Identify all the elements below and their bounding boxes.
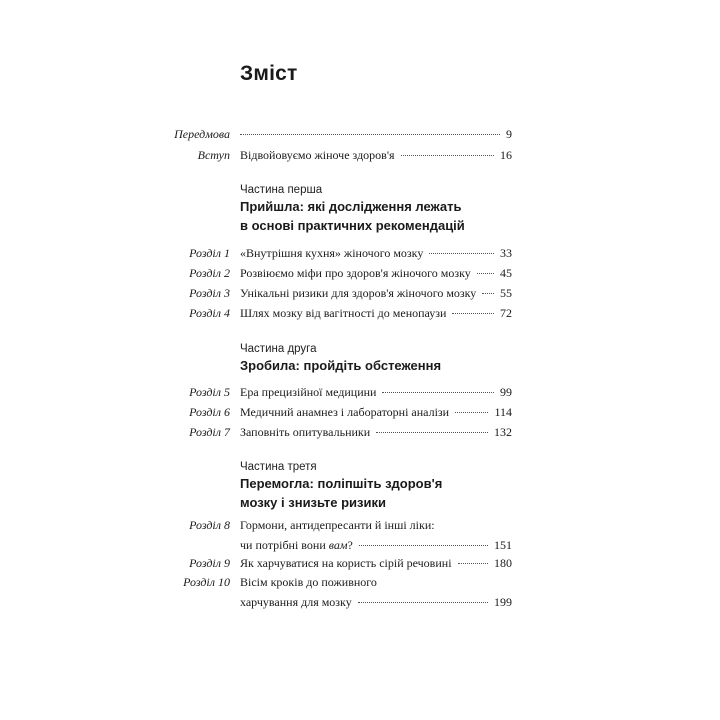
page-number: 114 [494,405,512,419]
part-kicker: Частина друга [240,343,317,355]
dot-leader [359,544,488,546]
page-number: 180 [494,556,512,570]
part-title-line: Прийшла: які дослідження лежать [240,199,462,214]
entry-title-line: Вісім кроків до поживного [240,575,377,589]
toc-entry[interactable] [0,124,720,144]
part-title [240,197,540,235]
entry-label: Розділ 3 [189,286,230,300]
entry-title: «Внутрішня кухня» жіночого мозку [240,246,424,260]
toc-entry[interactable] [0,263,720,283]
entry-title: Як харчуватися на користь сірій речовині [240,556,452,570]
entry-title-part: чи потрібні вони [240,538,329,552]
dot-leader [477,272,494,274]
page-number: 55 [500,286,512,300]
toc-entry[interactable] [0,572,720,612]
entry-label: Розділ 10 [183,575,230,589]
entry-label: Розділ 1 [189,246,230,260]
dot-leader [358,601,488,603]
dot-leader [458,562,488,564]
entry-title: Відвойовуємо жіноче здоров'я [240,148,395,162]
entry-title: Розвіюємо міфи про здоров'я жіночого мозку [240,266,471,280]
entry-title-part: ? [347,538,353,552]
entry-title: Унікальні ризики для здоров'я жіночого мозку [240,286,477,300]
part-title-line: в основі практичних рекомендацій [240,218,465,233]
toc-entry[interactable] [0,145,720,165]
page-number: 99 [500,385,512,399]
page-number: 45 [500,266,512,280]
dot-leader [452,312,494,314]
dot-leader [401,154,494,156]
part-kicker: Частина перша [240,184,323,196]
part-title-line: Зробила: пройдіть обстеження [240,358,442,373]
page-number: 199 [494,595,512,609]
entry-label: Розділ 9 [189,556,230,570]
page-number: 72 [500,306,512,320]
page-title: Зміст [240,62,298,85]
toc-entry[interactable] [0,553,720,573]
part-title-line: мозку і знизьте ризики [240,495,386,510]
dot-leader [455,411,488,413]
part-title-line: Перемогла: поліпшіть здоров'я [240,476,443,491]
entry-label: Розділ 4 [189,306,230,320]
entry-title: Шлях мозку від вагітності до менопаузи [240,306,447,320]
page-number: 33 [500,246,512,260]
toc-entry[interactable] [0,283,720,303]
entry-label: Розділ 6 [189,405,230,419]
entry-title-emphasis: вам [328,538,348,552]
part-kicker: Частина третя [240,461,317,473]
entry-label: Розділ 5 [189,385,230,399]
toc-entry[interactable] [0,402,720,422]
page-number: 9 [506,127,512,141]
entry-title: Ера прецизійної медицини [240,385,377,399]
entry-title-line: харчування для мозку [240,595,352,609]
page-number: 132 [494,425,512,439]
entry-label: Вступ [197,148,230,162]
entry-title-line [240,535,353,555]
entry-label: Розділ 7 [189,425,230,439]
toc-entry[interactable] [0,243,720,263]
part-title [240,474,540,512]
toc-entry[interactable] [0,303,720,323]
entry-label: Розділ 8 [189,518,230,532]
page-number: 16 [500,148,512,162]
toc-entry[interactable] [0,515,720,555]
page-number: 151 [494,538,512,552]
dot-leader [382,391,494,393]
entry-title: Заповніть опитувальники [240,425,371,439]
entry-label: Передмова [174,127,230,141]
toc-entry[interactable] [0,382,720,402]
dot-leader [240,133,500,135]
entry-title: Медичний анамнез і лабораторні аналізи [240,405,450,419]
dot-leader [376,431,488,433]
dot-leader [482,292,494,294]
entry-label: Розділ 2 [189,266,230,280]
toc-entry[interactable] [0,422,720,442]
part-title [240,356,540,375]
dot-leader [429,252,494,254]
entry-title-line: Гормони, антидепресанти й інші ліки: [240,518,435,532]
